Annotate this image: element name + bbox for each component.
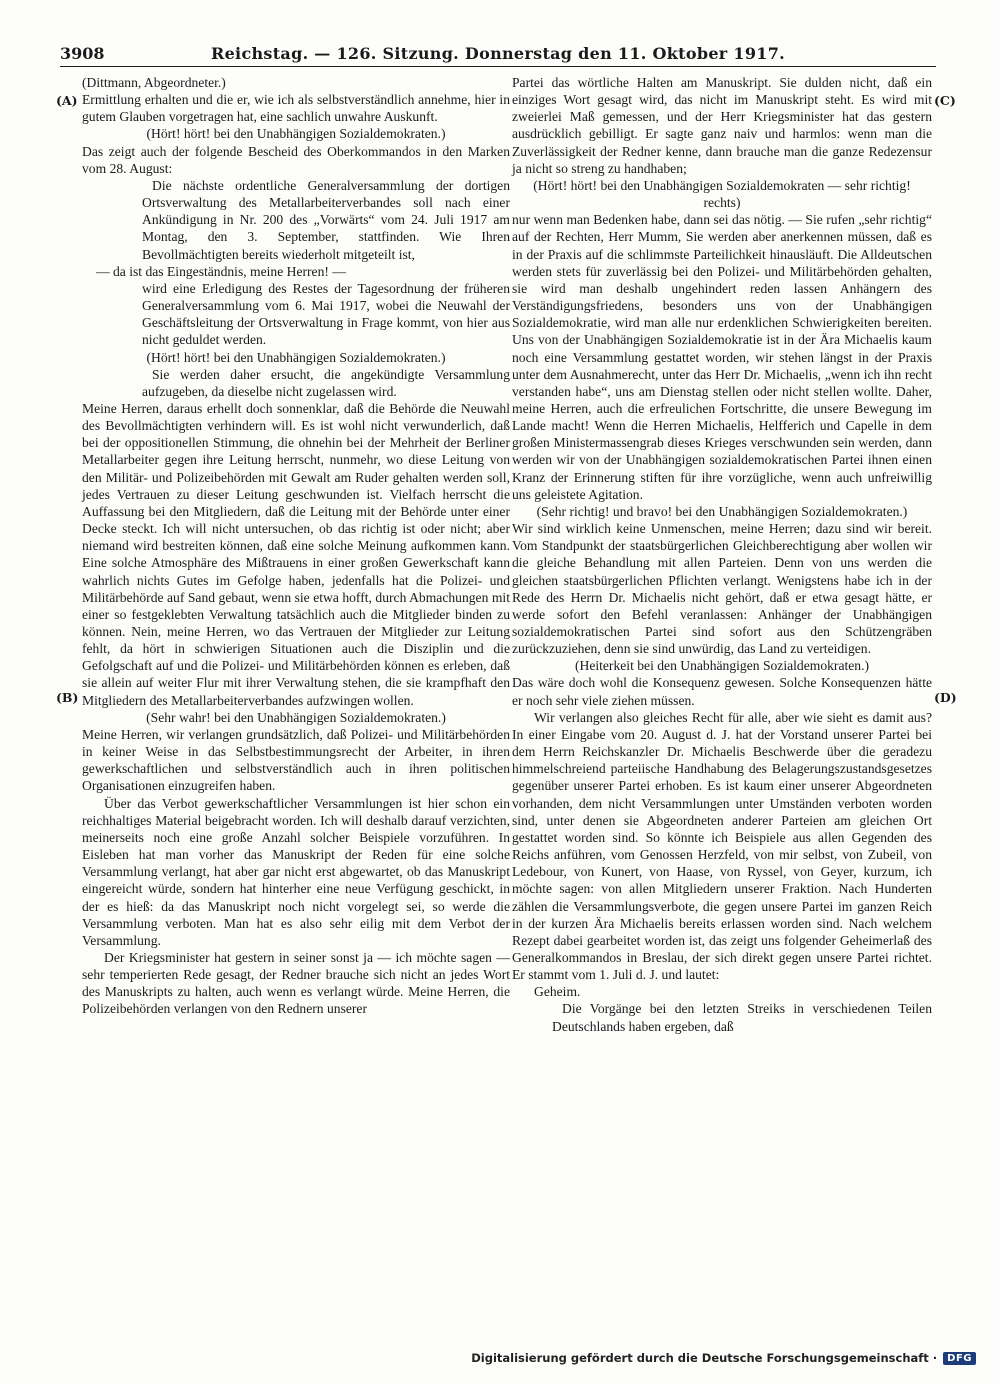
margin-marker-d: (D) [934, 690, 957, 705]
paragraph: Das zeigt auch der folgende Bescheid des Oberkommandos in den Marken vom 28. August: [82, 143, 510, 176]
quotation: Sie werden daher ersucht, die angekündigte Versammlung aufzugeben, da dieselbe nicht zugelassen wird. [142, 366, 510, 399]
margin-marker-b: (B) [56, 690, 79, 705]
quotation: Die Vorgänge bei den letzten Streiks in verschiedenen Teilen Deutschlands haben ergeben, daß [552, 1001, 932, 1034]
paragraph: Meine Herren, wir verlangen grundsätzlich, daß Polizei- und Militärbehörden in keiner Weise in das Selbstbestimmungsrecht der Arbeiter, in ihren gewerkschaftlichen und selbstverständlich auch in ihren politischen Organisationen einzugreifen haben. [82, 726, 510, 794]
interjection: (Sehr wahr! bei den Unabhängigen Sozialdemokraten.) [146, 709, 446, 725]
right-column [512, 74, 932, 1035]
digitization-footer [471, 1351, 976, 1365]
paragraph: Partei das wörtliche Halten am Manuskript. Sie dulden nicht, daß ein einziges Wort gesagt wird, das nicht im Manuskript steht. Es wird mit zweierlei Maß gemessen, und der Herr Kriegsminister hat das gestern ausdrücklich gebilligt. Er sagte ganz naiv und harmlos: wenn man die Zuverlässigkeit der Redner kenne, dann brauche man die ganze Redezensur ja nicht so streng zu handhaben; [512, 75, 932, 176]
paragraph: Geheim. [534, 984, 581, 1000]
interjection: (Heiterkeit bei den Unabhängigen Sozialdemokraten.) [574, 658, 870, 674]
dfg-logo: DFG [943, 1352, 976, 1365]
page-number: 3908 [60, 44, 105, 63]
interjection: (Sehr richtig! und bravo! bei den Unabhängigen Sozialdemokraten.) [536, 503, 908, 519]
paragraph: Ermittlung erhalten und die er, wie ich als selbstverständlich annehme, hier in gutem Glauben vorgetragen hat, eine sachlich unwahre Auskunft. [82, 92, 510, 125]
paragraph: Meine Herren, daraus erhellt doch sonnenklar, daß die Behörde die Neuwahl des Bevollmächtigten verhindern will. Es ist wohl nicht verwunderlich, daß bei der oppositionellen Stimmung, die ohnehin bei der Mehrheit der Berliner Metallarbeiter gegen ihre Leitung herrscht, nunmehr, wo diese Leitung von den Militär- und Polizeibehörden mit Gewalt am Ruder gehalten werden soll, jedes Vertrauen zu dieser Leitung geschwunden ist. Vielfach herrscht die Auffassung bei den Mitgliedern, daß die Leitung mit der Behörde unter einer Decke steckt. Ich will nicht untersuchen, ob das richtig ist oder nicht; aber niemand wird bestreiten können, daß eine solche Meinung aufkommen kann. Eine solche Atmosphäre des Mißtrauens in einer großen Gewerkschaft kann wahrlich nichts Gutes im Gefolge haben, jedenfalls hat die Polizei- und Militärbehörde auf Sand gebaut, wenn sie etwa hofft, durch Abmachungen mit einer so festgeklebten Verwaltung tatsächlich auch die Mitglieder binden zu können. Nein, meine Herren, wo das Vertrauen der Mitglieder zur Leitung fehlt, da hört in schwierigen Situationen auch die Disziplin und die Gefolgschaft auf und die Polizei- und Militärbehörden können es erleben, daß sie allein auf weiter Flur mit ihrer Verwaltung stehen, die sie krampfhaft den Mitgliedern des Metallarbeiterverbandes aufzwingen wollen. [82, 400, 510, 708]
interjection: (Hört! hört! bei den Unabhängigen Sozialdemokraten.) [146, 126, 446, 142]
running-header [60, 42, 936, 67]
footer-text: Digitalisierung gefördert durch die Deutsche Forschungsgemeinschaft · [471, 1351, 938, 1365]
paragraph: Wir verlangen also gleiches Recht für alle, aber wie sieht es damit aus? In einer Eingabe vom 20. August d. J. hat der Vorstand unserer Partei bei dem Herrn Reichskanzler Dr. Michaelis Beschwerde über die geradezu himmelschreiend parteiische Handhabung des Belagerungszustandsgesetzes gegenüber unserer Partei erhoben. Es ist kaum einer unserer Abgeordneten vorhanden, dem nicht Versammlungen unter Umständen verboten worden sind, unter denen sie Abgeordneten anderer Parteien am gleichen Ort gestattet worden sind. So könnte ich Beispiele aus allen Gegenden des Reichs anführen, vom Genossen Herzfeld, von mir selbst, von Zubeil, von Ledebour, von Kunert, von Haase, von Ryssel, von Geyer, kurzum, ich möchte sagen: von allen Mitgliedern unserer Fraktion. Nach Hunderten zählen die Versammlungsverbote, die gegen unsere Partei im ganzen Reich in der kurzen Ära Michaelis bereits erlassen worden sind. Nach welchem Rezept dabei gearbeitet worden ist, das zeigt uns folgender Geheimerlaß des Generalkommandos in Breslau, der sich direkt gegen unsere Partei richtet. Er stammt vom 1. Juli d. J. und lautet: [512, 709, 932, 983]
paragraph: Das wäre doch wohl die Konsequenz gewesen. Solche Konsequenzen hätte er noch sehr viele ziehen müssen. [512, 675, 932, 708]
paragraph: Wir sind wirklich keine Unmenschen, meine Herren; dazu sind wir bereit. Vom Standpunkt der staatsbürgerlichen Gleichberechtigung aber wollen wir die gleiche Behandlung mit allen Parteien. Denn von uns werden die gleichen staatsbürgerlichen Pflichten verlangt. Wenigstens habe ich in der Rede des Herrn Dr. Michaelis nicht gehört, daß er etwa gesagt hätte, er werde sofort den Befehl veranlassen: Anhänger der Unabhängigen sozialdemokratischen Partei sind sofort aus den Schützengräben zurückzuziehen, denn sie sind unwürdig, das Land zu verteidigen. [512, 521, 932, 657]
quotation: Die nächste ordentliche Generalversammlung der dortigen Ortsverwaltung des Metallarbeiterverbandes soll nach einer Ankündigung in Nr. 200 des „Vorwärts“ vom 24. Juli 1917 am Montag, den 3. September, stattfinden. Wie Ihren Bevollmächtigten bereits wiederholt mitgeteilt ist, [142, 177, 510, 262]
paragraph: — da ist das Eingeständnis, meine Herren! — [96, 263, 346, 279]
interjection: (Hört! hört! bei den Unabhängigen Sozialdemokraten.) [146, 349, 446, 365]
left-column [82, 74, 510, 1018]
speaker-attribution: (Dittmann, Abgeordneter.) [82, 75, 226, 90]
margin-marker-a: (A) [56, 93, 78, 108]
interjection: (Hört! hört! bei den Unabhängigen Sozialdemokraten — sehr richtig! rechts) [533, 177, 911, 211]
paragraph: nur wenn man Bedenken habe, dann sei das nötig. — Sie rufen „sehr richtig“ auf der Rechten, Herr Mumm, Sie werden aber anerkennen müssen, daß es in der Praxis auf die schlimmste Parteilichkeit hinausläuft. Die Alldeutschen werden stets für zuverlässig bei den Polizei- und Militärbehörden gehalten, sie wird man deshalb ungehindert reden lassen Anhängern des Verständigungsfriedens, besonders uns von der Unabhängigen Sozialdemokratie, wird man alle nur erdenklichen Schwierigkeiten bereiten. Uns von der Unabhängigen Sozialdemokratie ist in der Ära Michaelis kaum noch eine Versammlung gestattet worden, wir stehen längst in der Praxis unter dem Ausnahmerecht, unter das Herr Dr. Michaelis, „wenn ich ihn recht verstanden habe“, uns am Dienstag stellen oder nicht stellen wollte. Daher, meine Herren, auch die erfreulichen Fortschritte, die unsere Bewegung im Lande macht! Wenn die Herren Michaelis, Helfferich und Capelle in dem großen Ministermassengrab dieses Krieges verschwunden sein werden, dann werden wir von der Unabhängigen sozialdemokratischen Partei ihnen einen Kranz der Erinnerung stiften für ihre vorzügliche, wenn auch unfreiwillig uns geleistete Agitation. [512, 212, 932, 502]
margin-marker-c: (C) [934, 93, 956, 108]
paragraph: Der Kriegsminister hat gestern in seiner sonst ja — ich möchte sagen — sehr temperierten Rede gesagt, der Redner brauche sich nicht an jedes Wort des Manuskripts zu halten, auch wenn es verlangt würde. Meine Herren, die Polizeibehörden verlangen von den Rednern unserer [82, 949, 510, 1017]
running-title: Reichstag. — 126. Sitzung. Donnerstag den 11. Oktober 1917. [210, 44, 785, 63]
quotation: wird eine Erledigung des Restes der Tagesordnung der früheren Generalversammlung vom 6. Mai 1917, wobei die Neuwahl der Geschäftsleitung der Ortsverwaltung in Frage kommt, von hier aus nicht geduldet werden. [142, 280, 510, 348]
paragraph: Über das Verbot gewerkschaftlicher Versammlungen ist hier schon ein reichhaltiges Material beigebracht worden. Ich will deshalb darauf verzichten, meinerseits noch eine große Anzahl solcher Beispiele vorzuführen. In Eisleben hat man vorher das Manuskript der Reden für eine solche Versammlung verlangt, hat aber gar nicht erst abgewartet, ob das Manuskript eingereicht würde, sondern hat hinterher eine neue Verfügung geschickt, in der es hieß: da das Manuskript noch nicht vorgelegt sei, so werde die Versammlung verboten. Man hat es also sehr eilig mit dem Verbot der Versammlung. [82, 795, 510, 948]
